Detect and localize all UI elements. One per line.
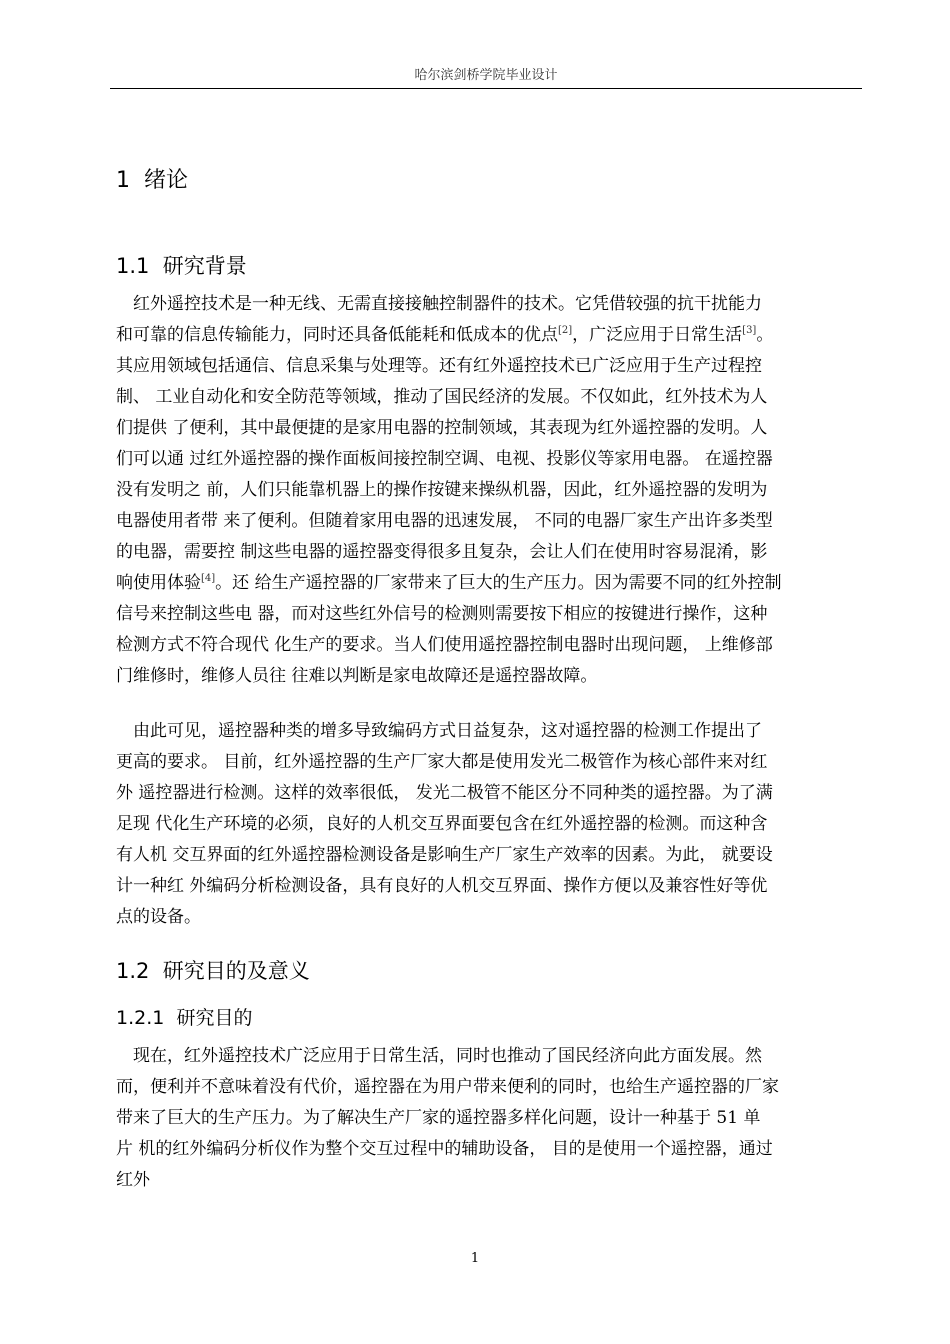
paragraph-background-1 — [116, 289, 862, 692]
citation-ref: [2] — [558, 325, 573, 336]
text-line: 的电器，需要控 制这些电器的遥控器变得很多且复杂，会让人们在使用时容易混淆，影 — [116, 542, 768, 562]
text-line: 点的设备。 — [116, 907, 201, 927]
text-line: 现在，红外遥控技术广泛应用于日常生活，同时也推动了国民经济向此方面发展。然 — [116, 1046, 762, 1066]
text-line: 其应用领域包括通信、信息采集与处理等。还有红外遥控技术已广泛应用于生产过程控 — [116, 356, 762, 376]
text-line: 红外 — [116, 1170, 150, 1190]
section-heading-1-2 — [116, 955, 310, 985]
text-line: 片 机的红外编码分析仪作为整个交互过程中的辅助设备， 目的是使用一个遥控器，通过 — [116, 1139, 773, 1159]
section-title: 研究背景 — [162, 254, 247, 278]
text-line: 有人机 交互界面的红外遥控器检测设备是影响生产厂家生产效率的因素。为此， 就要设 — [116, 845, 773, 865]
text-line: 外 遥控器进行检测。这样的效率很低， 发光二极管不能区分不同种类的遥控器。为了满 — [116, 783, 773, 803]
citation-ref: [3] — [742, 325, 757, 336]
text-line: 电器使用者带 来了便利。但随着家用电器的迅速发展， 不同的电器厂家生产出许多类型 — [116, 511, 773, 531]
paragraph-purpose-1 — [116, 1041, 862, 1196]
text-line: 没有发明之 前，人们只能靠机器上的操作按键来操纵机器，因此，红外遥控器的发明为 — [116, 480, 768, 500]
subsection-title: 研究目的 — [176, 1007, 253, 1029]
text-line: 计一种红 外编码分析检测设备，具有良好的人机交互界面、操作方便以及兼容性好等优 — [116, 876, 768, 896]
paragraph-background-2 — [116, 716, 862, 933]
subsection-heading-1-2-1 — [116, 1003, 252, 1030]
subsection-number: 1.2.1 — [116, 1007, 165, 1029]
text-line: 带来了巨大的生产压力。为了解决生产厂家的遥控器多样化问题，设计一种基于 51 单 — [116, 1108, 761, 1128]
page-header: 哈尔滨剑桥学院毕业设计 — [414, 68, 558, 83]
text-line: 们提供 了便利，其中最便捷的是家用电器的控制领域，其表现为红外遥控器的发明。人 — [116, 418, 768, 438]
text-line: 们可以通 过红外遥控器的操作面板间接控制空调、电视、投影仪等家用电器。 在遥控器 — [116, 449, 773, 469]
text-line: 足现 代化生产环境的必须，良好的人机交互界面要包含在红外遥控器的检测。而这种含 — [116, 814, 768, 834]
section-number: 1.1 — [116, 254, 150, 278]
section-number: 1.2 — [116, 959, 150, 983]
text-line: 检测方式不符合现代 化生产的要求。当人们使用遥控器控制电器时出现问题， 上维修部 — [116, 635, 773, 655]
text-line: 信号来控制这些电 器，而对这些红外信号的检测则需要按下相应的按键进行操作，这种 — [116, 604, 768, 624]
text-line: 由此可见，遥控器种类的增多导致编码方式日益复杂，这对遥控器的检测工作提出了 — [116, 721, 762, 741]
chapter-title: 绪论 — [144, 168, 189, 193]
page-number: 1 — [470, 1251, 480, 1266]
text-line: 更高的要求。 目前，红外遥控器的生产厂家大都是使用发光二极管作为核心部件来对红 — [116, 752, 768, 772]
text-line: 而，便利并不意味着没有代价，遥控器在为用户带来便利的同时，也给生产遥控器的厂家 — [116, 1077, 779, 1097]
header-divider — [110, 88, 862, 89]
chapter-number: 1 — [116, 168, 130, 193]
text-line: 门维修时，维修人员往 往难以判断是家电故障还是遥控器故障。 — [116, 666, 598, 686]
chapter-heading — [116, 163, 188, 194]
text-line: 制、 工业自动化和安全防范等领域，推动了国民经济的发展。不仅如此，红外技术为人 — [116, 387, 768, 407]
section-title: 研究目的及意义 — [162, 959, 310, 983]
citation-ref: [4] — [201, 573, 216, 584]
text-line: 和可靠的信息传输能力，同时还具备低能耗和低成本的优点[2]，广泛应用于日常生活[3]。 — [116, 325, 774, 345]
section-heading-1-1 — [116, 250, 247, 280]
text-line: 红外遥控技术是一种无线、无需直接接触控制器件的技术。它凭借较强的抗干扰能力 — [116, 294, 762, 314]
text-line: 响使用体验[4]。还 给生产遥控器的厂家带来了巨大的生产压力。因为需要不同的红外控制 — [116, 573, 782, 593]
